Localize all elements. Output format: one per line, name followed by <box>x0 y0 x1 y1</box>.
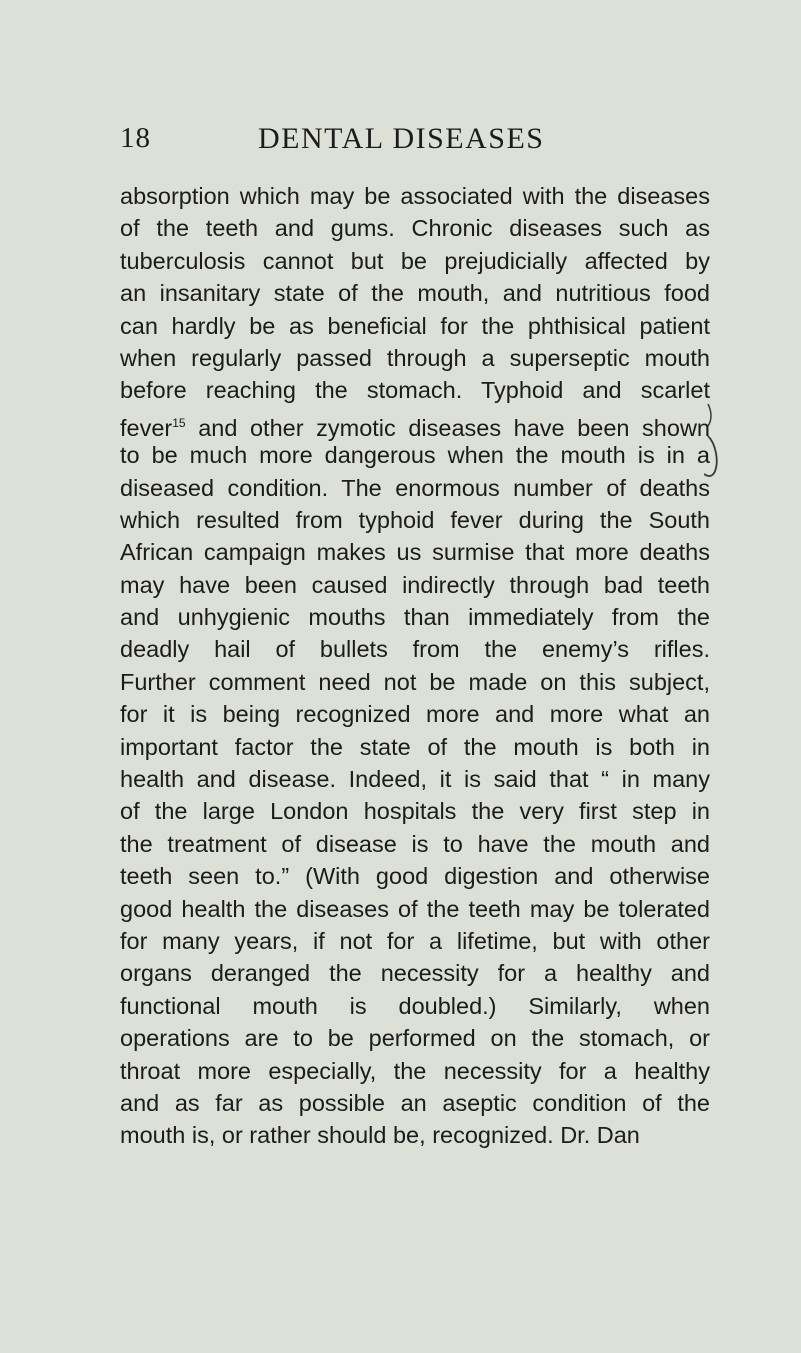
text-line: important factor the state of the mouth is both in <box>120 733 710 760</box>
text-line: when regularly passed through a superseptic mouth <box>120 344 710 371</box>
margin-pencil-mark <box>704 402 726 492</box>
text-line-with-footnote <box>120 407 710 439</box>
text-line: before reaching the stomach. Typhoid and scarlet <box>120 377 710 404</box>
body-text <box>120 180 710 1152</box>
running-title: DENTAL DISEASES <box>258 122 545 155</box>
text-line: and as far as possible an aseptic condition of the <box>120 1089 710 1116</box>
text-line: to be much more dangerous when the mouth is in a <box>120 442 710 469</box>
page-number: 18 <box>120 122 151 154</box>
footnote-reference: 15 <box>172 415 186 430</box>
text-line: Further comment need not be made on this subject, <box>120 668 710 695</box>
text-line: operations are to be performed on the stomach, or <box>120 1025 710 1052</box>
text-line: which resulted from typhoid fever during the South <box>120 506 710 533</box>
text-line: throat more especially, the necessity for a healthy <box>120 1057 710 1084</box>
text-fragment: fever <box>120 414 173 441</box>
text-line: health and disease. Indeed, it is said that “ in many <box>120 766 710 793</box>
text-line: of the teeth and gums. Chronic diseases such as <box>120 215 710 242</box>
text-line: diseased condition. The enormous number of deaths <box>120 474 710 501</box>
text-line: absorption which may be associated with the diseases <box>120 183 710 209</box>
text-fragment: and other zymotic diseases have been shown <box>185 414 710 441</box>
text-line: mouth is, or rather should be, recognized. Dr. Dan <box>120 1122 640 1149</box>
running-head <box>0 120 801 160</box>
text-line: the treatment of disease is to have the mouth and <box>120 830 710 857</box>
text-line: for many years, if not for a lifetime, but with other <box>120 927 710 954</box>
text-line: functional mouth is doubled.) Similarly, when <box>120 992 710 1019</box>
text-line: of the large London hospitals the very first step in <box>120 798 710 825</box>
text-line: organs deranged the necessity for a healthy and <box>120 960 710 987</box>
text-line: for it is being recognized more and more what an <box>120 701 710 728</box>
text-line: deadly hail of bullets from the enemy’s rifles. <box>120 636 710 663</box>
text-line: an insanitary state of the mouth, and nutritious food <box>120 280 710 307</box>
text-line: may have been caused indirectly through bad teeth <box>120 571 710 598</box>
text-line: tuberculosis cannot but be prejudicially affected by <box>120 247 710 274</box>
text-line: and unhygienic mouths than immediately from the <box>120 604 710 631</box>
text-line: good health the diseases of the teeth may be tolerated <box>120 895 710 922</box>
text-line: teeth seen to.” (With good digestion and otherwise <box>120 863 710 890</box>
text-line: can hardly be as beneficial for the phthisical patient <box>120 312 710 339</box>
text-line: African campaign makes us surmise that more deaths <box>120 539 710 566</box>
